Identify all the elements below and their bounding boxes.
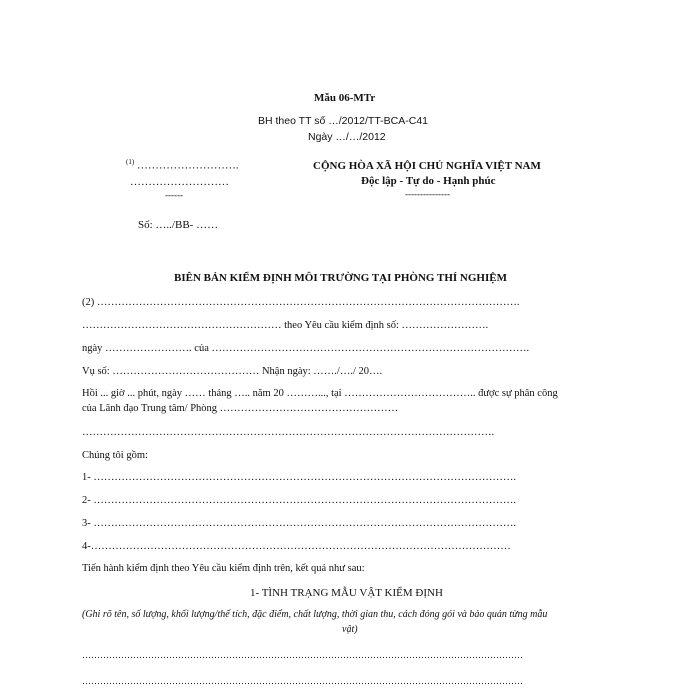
section-note: (Ghi rõ tên, số lượng, khối lượng/thể tích, đặc điểm, chất lượng, thời gian thu, cách đóng gói và bảo quản từng mẫu [82, 609, 548, 620]
dotted-line: ………………………………………………………………………………………………………………………………… [82, 676, 523, 686]
member-line: 1- …………………………………………………………………………………………………………. [82, 472, 516, 483]
member-line: 2- …………………………………………………………………………………………………………. [82, 495, 516, 506]
document-number: Số: …../BB- …… [138, 219, 219, 231]
dotted-line: ………………………………………………………………………………………………………………………………… [82, 650, 523, 660]
body-line: ………………………………………………… theo Yêu cầu kiểm định số: ……………………. [82, 320, 489, 331]
body-line: (2) …………………………………………………………………………………………………………. [82, 297, 520, 308]
section-heading: 1- TÌNH TRẠNG MẪU VẬT KIỂM ĐỊNH [250, 587, 443, 599]
country-name: CỘNG HÒA XÃ HỘI CHỦ NGHĨA VIỆT NAM [313, 160, 541, 172]
note-marker: (1) [126, 158, 135, 166]
member-line: 4-………………………………………………………………………………………………………… [82, 541, 511, 552]
body-line: ngày ……………………. của ………………………………………………………………………………. [82, 343, 530, 354]
member-line: 3- …………………………………………………………………………………………………………. [82, 518, 516, 529]
section-note-continued: vật) [342, 624, 358, 635]
body-line: Vụ số: …………………………………… Nhận ngày: ……./…./ 20…. [82, 366, 383, 377]
body-line: của Lãnh đạo Trung tâm/ Phòng …………………………………………… [82, 403, 399, 414]
issue-date: Ngày …/…/2012 [308, 131, 386, 143]
agency-line-2: ……………………… [130, 176, 229, 188]
document-title: BIÊN BẢN KIỂM ĐỊNH MÔI TRƯỜNG TẠI PHÒNG THÍ NGHIỆM [174, 272, 507, 284]
body-line: ………………………………………………………………………………………………………. [82, 427, 495, 438]
national-motto: Độc lập - Tự do - Hạnh phúc [361, 175, 496, 187]
body-line: Tiến hành kiểm định theo Yêu cầu kiểm định trên, kết quả như sau: [82, 563, 365, 574]
circular-reference: BH theo TT số …/2012/TT-BCA-C41 [258, 115, 429, 127]
right-separator: --------------- [405, 189, 450, 199]
body-line: Hồi ... giờ ... phút, ngày …… tháng ….. năm 20 ………..., tại ……………………………….. được sự phân công [82, 388, 558, 399]
members-label: Chúng tôi gồm: [82, 450, 148, 461]
left-separator: ------ [165, 190, 183, 200]
agency-name-dots: ………………………. [136, 159, 239, 172]
agency-line-1 [126, 158, 239, 172]
form-code: Mẫu 06-MTr [314, 92, 376, 104]
